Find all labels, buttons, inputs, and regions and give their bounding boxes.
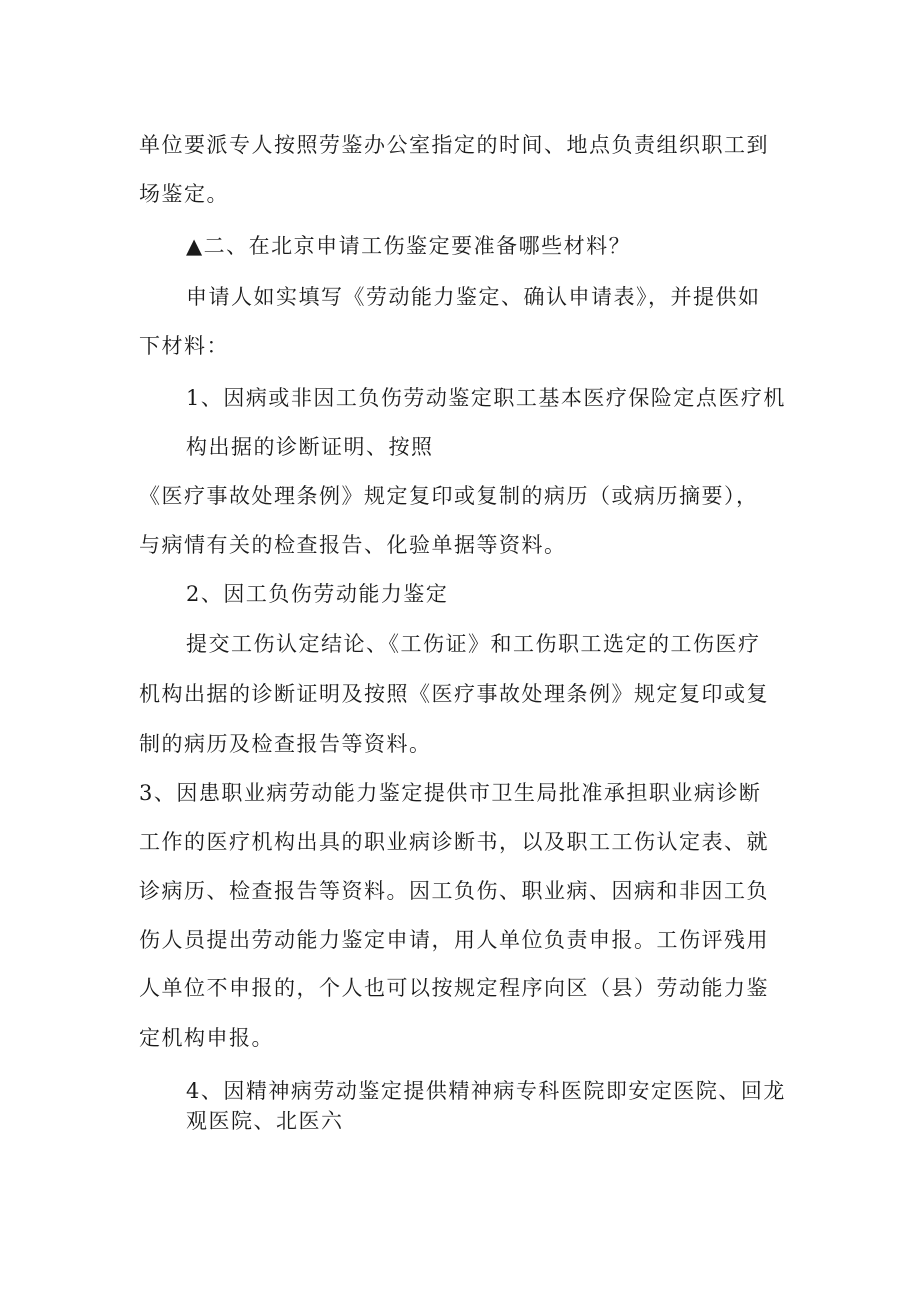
list-item-line: 1、因病或非因工负伤劳动鉴定职工基本医疗保险定点医疗机	[186, 386, 786, 410]
paragraph-line: 下材料：	[139, 334, 229, 358]
paragraph-line: 申请人如实填写《劳动能力鉴定、确认申请表》，并提供如	[186, 285, 761, 309]
section-heading: ▲二、在北京申请工伤鉴定要准备哪些材料？	[186, 234, 632, 258]
paragraph-line: 制的病历及检查报告等资料。	[139, 732, 432, 756]
list-item-line: 工作的医疗机构出具的职业病诊断书，以及职工工伤认定表、就	[139, 830, 769, 854]
list-item-line: 诊病历、检查报告等资料。因工负伤、职业病、因病和非因工负	[139, 879, 769, 903]
list-item-line: 定机构申报。	[139, 1026, 274, 1050]
paragraph-line: 单位要派专人按照劳鉴办公室指定的时间、地点负责组织职工到	[139, 133, 769, 157]
list-item-line: 观医院、北医六	[186, 1109, 344, 1133]
paragraph-line: 场鉴定。	[139, 182, 229, 206]
list-item-line: 《医疗事故处理条例》规定复印或复制的病历（或病历摘要），	[139, 484, 759, 508]
list-item-line: 4、因精神病劳动鉴定提供精神病专科医院即安定医院、回龙	[186, 1079, 786, 1103]
list-item-line: 2、因工负伤劳动能力鉴定	[186, 582, 449, 606]
paragraph-line: 机构出据的诊断证明及按照《医疗事故处理条例》规定复印或复	[139, 682, 769, 706]
list-item-line: 构出据的诊断证明、按照	[186, 435, 434, 459]
list-item-line: 3、因患职业病劳动能力鉴定提供市卫生局批准承担职业病诊断	[139, 781, 762, 805]
list-item-line: 人单位不申报的，个人也可以按规定程序向区（县）劳动能力鉴	[139, 976, 769, 1000]
paragraph-line: 提交工伤认定结论、《工伤证》和工伤职工选定的工伤医疗	[186, 632, 761, 656]
list-item-line: 与病情有关的检查报告、化验单据等资料。	[139, 533, 567, 557]
list-item-line: 伤人员提出劳动能力鉴定申请，用人单位负责申报。工伤评残用	[139, 928, 769, 952]
